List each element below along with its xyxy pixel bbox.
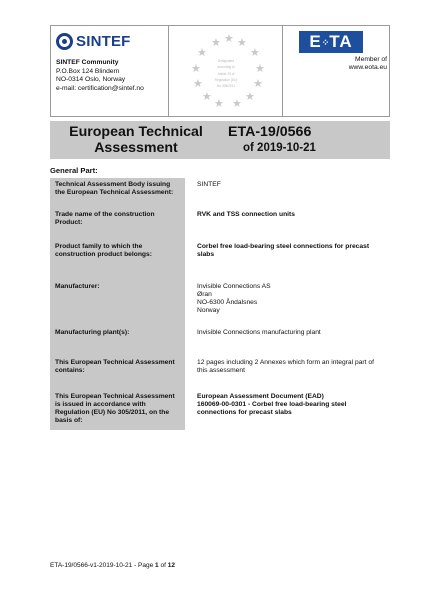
row-value-line: SINTEF — [197, 181, 221, 188]
row-value — [185, 326, 390, 356]
row-label: This European Technical Assessment contains: — [50, 356, 185, 390]
row-value-line: RVK and TSS connection units — [197, 211, 295, 218]
table-row — [50, 356, 390, 390]
row-value — [185, 208, 390, 240]
table-row — [50, 280, 390, 326]
footer-page-total: 12 — [167, 562, 175, 569]
row-value — [185, 240, 390, 280]
address-line: NO-0314 Oslo, Norway — [56, 76, 126, 84]
table-row — [50, 178, 390, 208]
table-row — [50, 240, 390, 280]
row-value — [185, 356, 390, 390]
row-label: Product family to which the construction product belongs: — [50, 240, 185, 280]
seal-text: Designated according to Article 29 of Regulation (EU) No 305/2011 — [214, 59, 238, 89]
title-band — [50, 121, 390, 159]
row-value-line: 12 pages including 2 Annexes which form an integral part of this assessment — [197, 359, 374, 374]
row-value — [185, 178, 390, 208]
row-value-line: Norway — [197, 307, 220, 314]
sintef-logo — [56, 33, 131, 50]
row-value-line: NO-6300 Åndalsnes — [197, 299, 258, 306]
row-value-line: Invisible Connections manufacturing plant — [197, 329, 321, 336]
row-value-line: Invisible Connections AS — [197, 283, 271, 290]
table-row — [50, 326, 390, 356]
document-title-line1: European Technical — [69, 124, 203, 140]
eota-website: www.eota.eu — [348, 64, 387, 72]
footer-doc-id: ETA-19/0566-v1-2019-10-21 - Page — [50, 562, 156, 569]
row-value — [185, 390, 390, 430]
sintef-logo-text: SINTEF — [76, 33, 131, 50]
sintef-block — [51, 26, 169, 116]
footer-of: of — [158, 562, 168, 569]
footer-page-number: 1 — [155, 562, 159, 569]
row-label: Trade name of the construction Product: — [50, 208, 185, 240]
row-label: This European Technical Assessment is issued in accordance with Regulation (EU) No 305/2011, on the basis of: — [50, 390, 185, 430]
row-value-line: Øran — [197, 291, 212, 298]
row-label: Manufacturing plant(s): — [50, 326, 185, 356]
sintef-logo-icon — [56, 33, 73, 50]
eota-stars-icon: ⁘ — [321, 37, 330, 48]
sintef-address — [56, 59, 144, 93]
document-header — [50, 25, 390, 117]
member-of: Member of www.eota.eu — [283, 56, 387, 73]
eta-date: of 2019-10-21 — [243, 142, 316, 154]
page-footer — [50, 562, 175, 569]
org-name: SINTEF Community — [56, 59, 119, 66]
eota-logo: E⁘TA — [299, 31, 363, 53]
table-row — [50, 208, 390, 240]
row-value-line: European Assessment Document (EAD) — [197, 393, 324, 400]
general-part-table — [50, 178, 390, 430]
contact-email: e-mail: certification@sintef.no — [56, 84, 144, 92]
row-label: Manufacturer: — [50, 280, 185, 326]
eota-block — [283, 26, 391, 116]
star-ring-icon: ★ ★ ★ ★ ★ ★ ★ ★ ★ ★ ★ ★ ★ — [191, 33, 265, 110]
table-row — [50, 390, 390, 430]
general-part-heading: General Part: — [50, 166, 98, 175]
eta-number: ETA-19/0566 — [228, 124, 312, 140]
row-value-line: Corbel free load-bearing steel connections for precast slabs — [197, 243, 370, 258]
row-label: Technical Assessment Body issuing the European Technical Assessment: — [50, 178, 185, 208]
address-line: P.O.Box 124 Blindern — [56, 67, 120, 75]
document-title-line2: Assessment — [94, 140, 178, 156]
designation-seal — [169, 26, 283, 116]
row-value — [185, 280, 390, 326]
row-value-line: 160069-00-0301 - Corbel free load-bearing steel connections for precast slabs — [197, 401, 347, 416]
